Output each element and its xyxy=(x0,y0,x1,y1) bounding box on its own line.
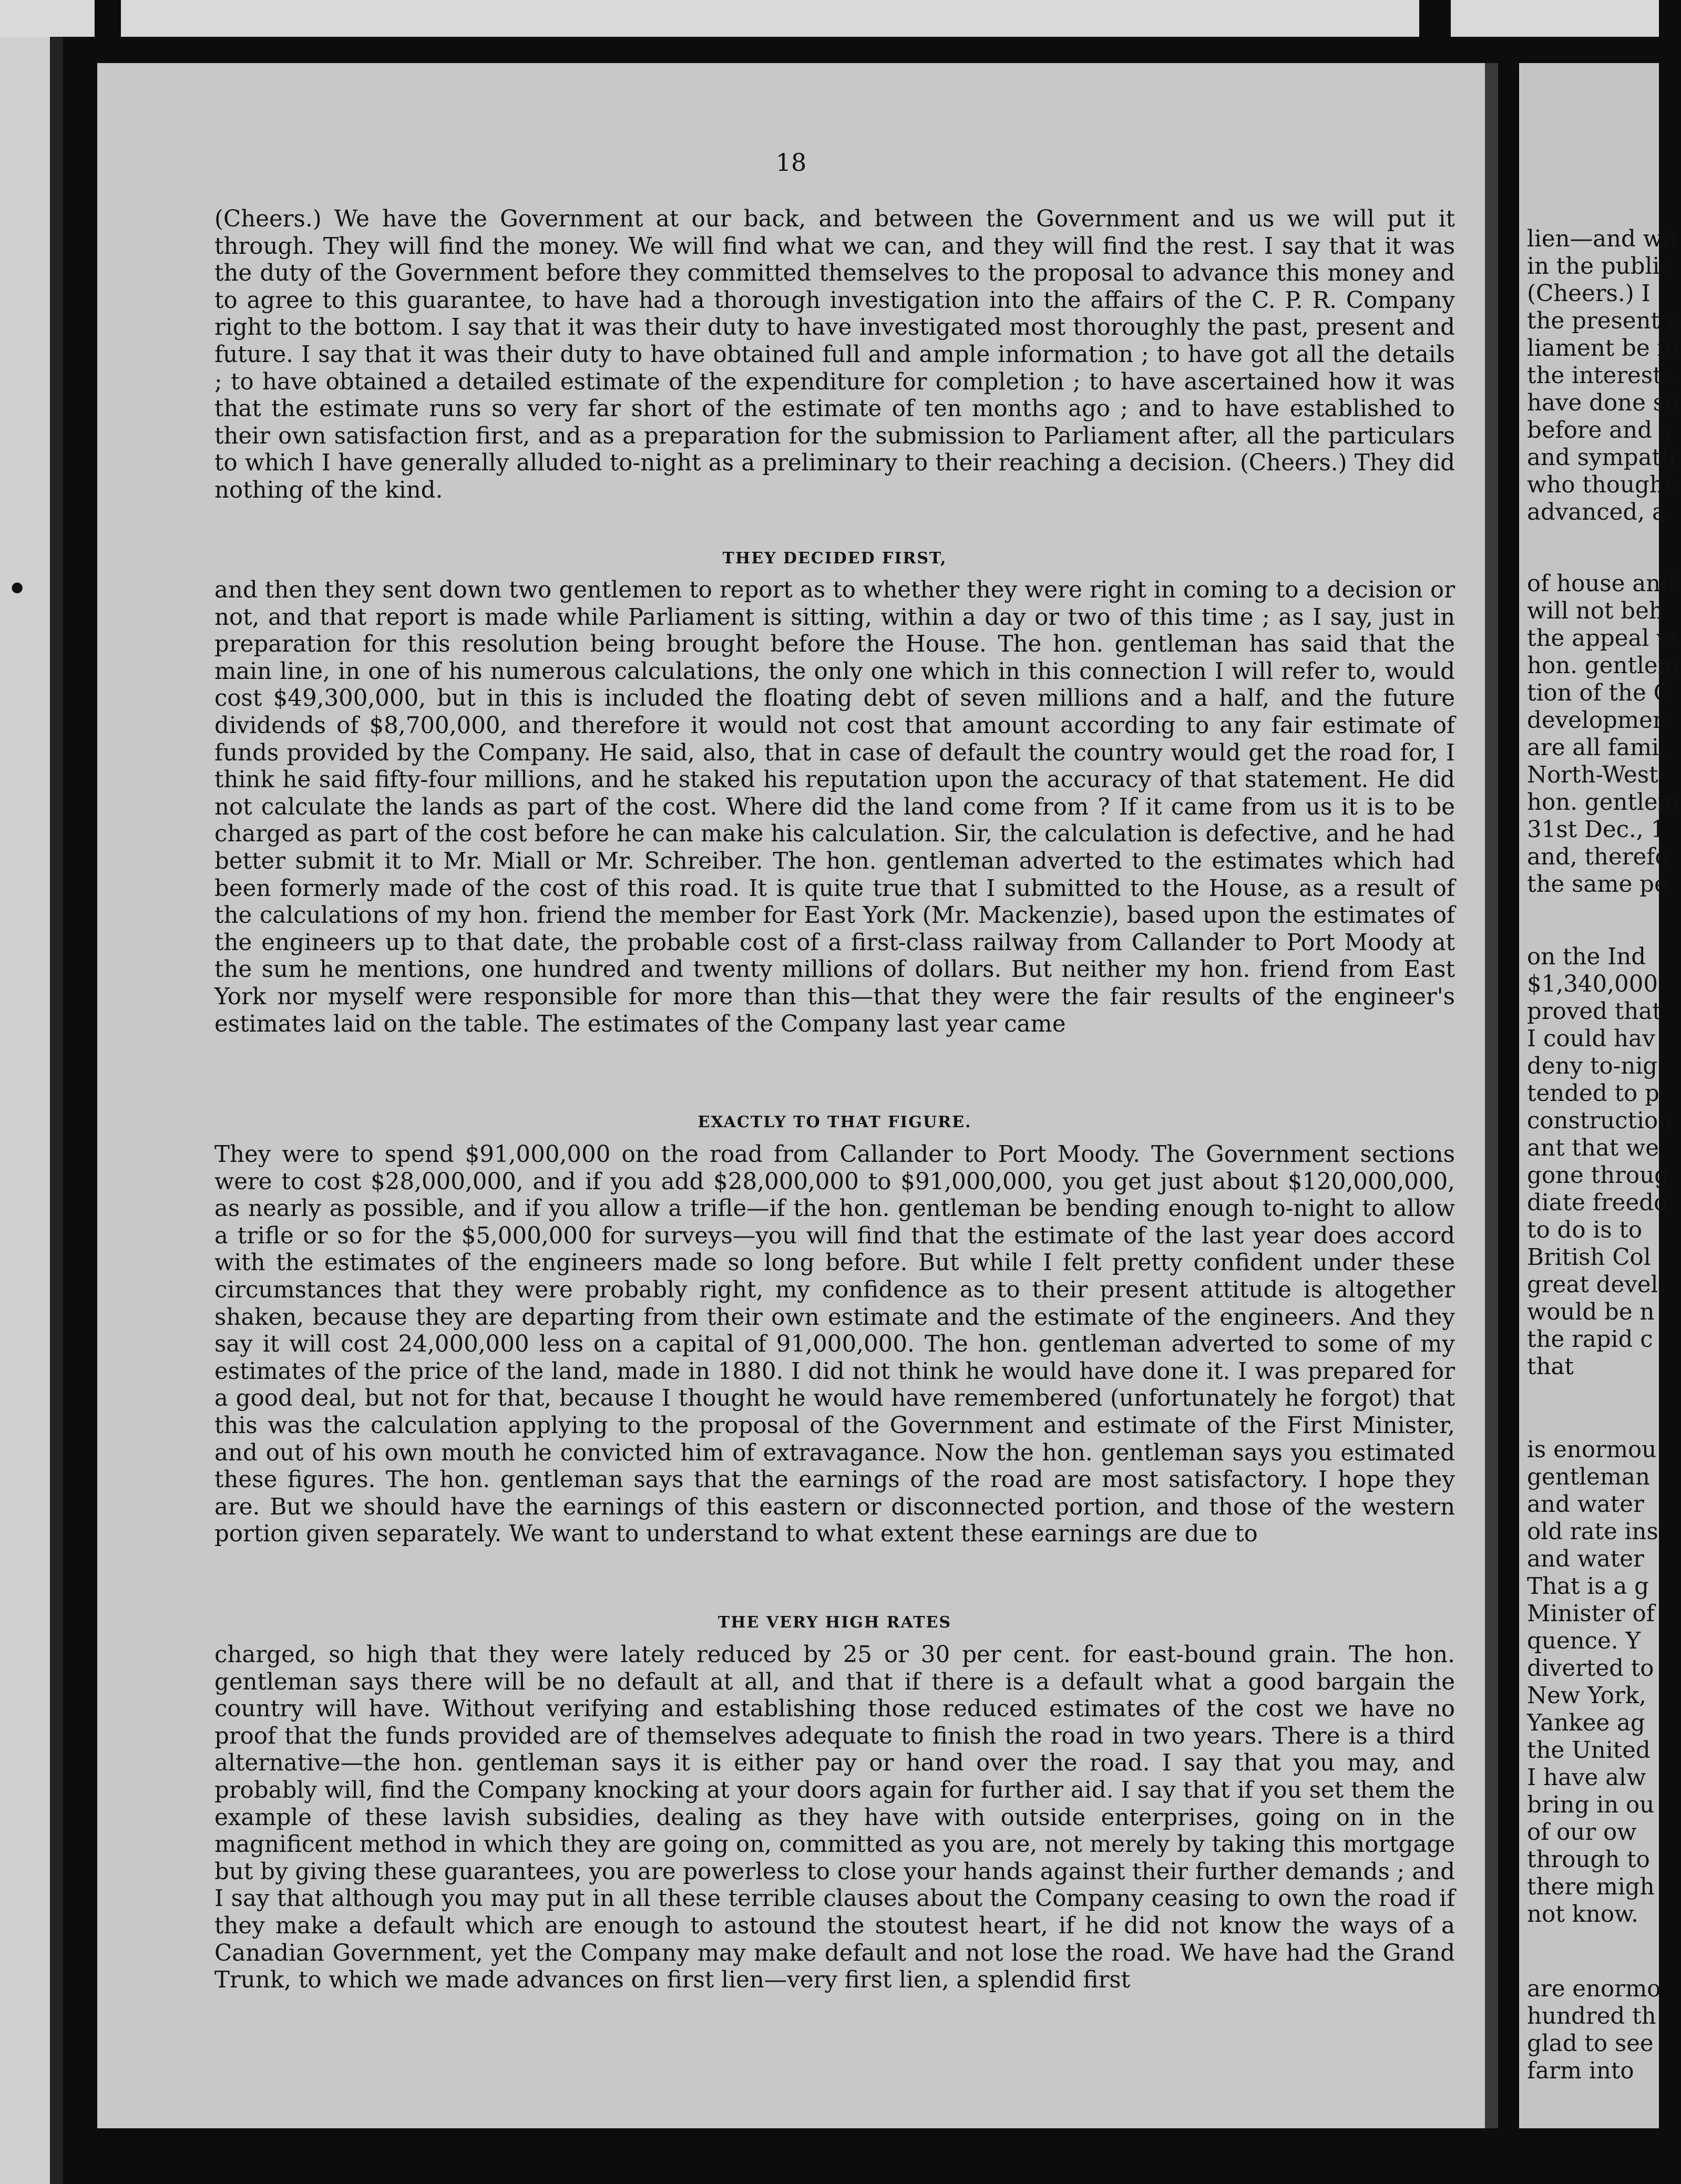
right-column-line: that xyxy=(1527,1354,1574,1380)
right-column-line: British Col xyxy=(1527,1244,1651,1271)
right-column-line: are all famil xyxy=(1527,735,1666,761)
right-column-line: is enormou xyxy=(1527,1437,1657,1463)
right-column-line: the appeal w xyxy=(1527,625,1676,652)
section-heading-exactly-to-that-figure: EXACTLY TO THAT FIGURE. xyxy=(698,1113,972,1131)
right-column-line: hon. gentlem xyxy=(1527,653,1679,679)
registration-mark-icon: • xyxy=(6,568,28,611)
page-gutter xyxy=(1498,63,1519,2128)
film-strip-top xyxy=(0,0,1659,37)
right-column-line: quence. Y xyxy=(1527,1628,1641,1654)
right-column-line: glad to see xyxy=(1527,2031,1654,2057)
right-column-line: farm into xyxy=(1527,2058,1634,2084)
right-column-line: not know. xyxy=(1527,1901,1638,1928)
right-column-line: diate freedo xyxy=(1527,1190,1668,1216)
right-column-line: of house and xyxy=(1527,571,1676,597)
right-column-line: North-West xyxy=(1527,762,1658,788)
right-column-line: the United xyxy=(1527,1737,1651,1764)
right-column-line: 31st Dec., 1 xyxy=(1527,817,1666,843)
right-column-line: (Cheers.) I xyxy=(1527,281,1651,307)
right-column-line: I could hav xyxy=(1527,1026,1655,1052)
right-column-line: hon. gentlem xyxy=(1527,789,1679,816)
right-column-line: diverted to xyxy=(1527,1655,1654,1682)
right-column-line: advanced, a xyxy=(1527,499,1666,526)
right-column-line: tion of the C xyxy=(1527,680,1671,706)
right-column-line: through to xyxy=(1527,1847,1650,1873)
paragraph-1: (Cheers.) We have the Government at our back, and between the Government and us we will put it through. They will find the money. We will find what we can, and they will find the rest. I say that it was the duty of the Government before they committed themselves to the proposal to advance this money and to agree to this guarantee, to have had a thorough investigation into the affairs of the C. P. R. Company right to the bottom. I say that it was their duty to have investigated most thoroughly the past, present and future. I say that it was their duty to have obtained full and ample information ; to have got all the details ; to have obtained a detailed estimate of the expenditure for completion ; to have ascertained how it was that the estimate runs so very far short of the estimate of ten months ago ; and to have established to their own satisfaction first, and as a preparation for the submission to Parliament after, all the particulars to which I have generally alluded to-night as a preliminary to their reaching a decision. (Cheers.) They did nothing of the kind. xyxy=(214,206,1455,503)
right-column-line: are enormo xyxy=(1527,1976,1661,2002)
right-column-line: Minister of xyxy=(1527,1601,1655,1627)
right-column-line: great devel xyxy=(1527,1272,1658,1298)
right-column-line: That is a g xyxy=(1527,1573,1649,1600)
right-column-line: gone throug xyxy=(1527,1162,1669,1189)
right-column-line: and water xyxy=(1527,1546,1644,1572)
right-column-line: of our ow xyxy=(1527,1819,1637,1846)
right-column-line: in the public xyxy=(1527,253,1673,280)
right-column-line: gentleman xyxy=(1527,1464,1650,1490)
right-column-line: to do is to xyxy=(1527,1217,1643,1243)
paragraph-3: They were to spend $91,000,000 on the road from Callander to Port Moody. The Government sections were to cost $28,000,000, and if you add $28,000,000 to $91,000,000, you get just about $120,000,000, as nearly as possible, and if you allow a trifle—if the hon. gentleman be bending enough to-night to allow a trifle or so for the $5,000,000 for surveys—you will find that the estimate of the last year does accord with the estimates of the engineers made so long before. But while I felt pretty confident under these circumstances that they were probably right, my confidence as to their present attitude is altogether shaken, because they are departing from their own estimate and the estimate of the engineers. And they say it will cost 24,000,000 less on a capital of 91,000,000. The hon. gentleman adverted to some of my estimates of the price of the land, made in 1880. I did not think he would have done it. I was prepared for a good deal, but not for that, because I thought he would have remembered (unfortunately he forgot) that this was the calculation applying to the proposal of the Government and estimate of the First Minister, and out of his own mouth he convicted him of extravagance. Now the hon. gentleman says you estimated these figures. The hon. gentleman says that the earnings of the road are most satisfactory. I hope they are. But we should have the earnings of this eastern or disconnected portion, and those of the western portion given separately. We want to understand to what extent these earnings are due to xyxy=(214,1141,1455,1548)
right-column-line: tended to p xyxy=(1527,1080,1659,1107)
right-column-line: and sympath xyxy=(1527,445,1676,471)
paragraph-2: and then they sent down two gentlemen to report as to whether they were right in coming to a decision or not, and that report is made while Parliament is sitting, within a day or two of this time ; as I say, just in preparation for this resolution being brought before the House. The hon. gentleman has said that the main line, in one of his numerous calculations, the only one which in this connection I will refer to, would cost $49,300,000, but in this is included the floating debt of seven millions and a half, and the future dividends of $8,700,000, and therefore it would not cost that amount according to any fair estimate of funds provided by the Company. He said, also, that in case of default the country would get the road for, I think he said fifty-four millions, and he staked his reputation upon the accuracy of that statement. He did not calculate the lands as part of the cost. Where did the land come from ? If it came from us it is to be charged as part of the cost before he can make his calculation. Sir, the calculation is defective, and he had better submit it to Mr. Miall or Mr. Schreiber. The hon. gentleman adverted to the estimates which had been formerly made of the cost of this road. It is quite true that I submitted to the House, as a result of the calculations of my hon. friend the member for East York (Mr. Mackenzie), based upon the estimates of the engineers up to that date, the probable cost of a first-class railway from Callander to Port Moody at the sum he mentions, one hundred and twenty millions of dollars. But neither my hon. friend from East York nor myself were responsible for more than this—that they were the fair results of the engineer's estimates laid on the table. The estimates of the Company last year came xyxy=(214,577,1455,1037)
right-column-line: liament be in xyxy=(1527,335,1679,362)
right-column-line: construction xyxy=(1527,1108,1673,1134)
film-edge-bar xyxy=(50,37,63,2184)
right-column-line: the interests xyxy=(1527,363,1674,389)
right-column-line: the same pe xyxy=(1527,871,1668,898)
right-column-line: the rapid c xyxy=(1527,1326,1653,1353)
right-column-line: proved that xyxy=(1527,998,1662,1025)
paragraph-4: charged, so high that they were lately reduced by 25 or 30 per cent. for east-bound grain. The hon. gentleman says there will be no default at all, and that if there is a default what a good bargain the country will have. Without verifying and establishing those reduced estimates of the cost we have no proof that the funds provided are of themselves adequate to finish the road in two years. There is a third alternative—the hon. gentleman says it is either pay or hand over the road. I say that you may, and probably will, find the Company knocking at your doors again for further aid. I say that if you set them the example of these lavish subsidies, dealing as they have with outside enterprises, going on in the magnificent method in which they are going on, committed as you are, not merely by taking this mortgage but by giving these guarantees, you are powerless to close your hands against their further demands ; and I say that although you may put in all these terrible clauses about the Company ceasing to own the road if they make a default which are enough to astound the stoutest heart, if he did not know the ways of a Canadian Government, yet the Company may make default and not lose the road. We have had the Grand Trunk, to which we made advances on first lien—very first lien, a splendid first xyxy=(214,1642,1455,1994)
right-column-line: ant that we xyxy=(1527,1135,1659,1161)
section-heading-they-decided-first: THEY DECIDED FIRST, xyxy=(722,549,947,568)
right-column-line: who thought xyxy=(1527,472,1674,498)
right-column-line: $1,340,000 xyxy=(1527,971,1658,997)
right-column-line: and, therefo xyxy=(1527,844,1669,870)
film-strip-left xyxy=(0,37,63,2184)
right-column-line: on the Ind xyxy=(1527,944,1646,970)
right-column-line: the present a xyxy=(1527,308,1681,334)
right-column-line: Yankee ag xyxy=(1527,1710,1645,1736)
right-column-line: before and s xyxy=(1527,417,1672,444)
right-column-line: have done so xyxy=(1527,390,1679,416)
right-column-line: would be n xyxy=(1527,1299,1655,1325)
right-column-line: New York, xyxy=(1527,1683,1646,1709)
right-column-line: and water xyxy=(1527,1491,1644,1518)
right-column-line: I have alw xyxy=(1527,1765,1646,1791)
right-column-line: old rate ins xyxy=(1527,1519,1658,1545)
page-number: 18 xyxy=(775,148,807,177)
section-heading-the-very-high-rates: THE VERY HIGH RATES xyxy=(718,1613,952,1632)
page-spine xyxy=(1485,63,1498,2128)
right-column-line: developmen xyxy=(1527,707,1667,734)
right-column-line: hundred th xyxy=(1527,2003,1656,2030)
right-column-line: deny to-nig xyxy=(1527,1053,1658,1079)
right-column-line: will not beh xyxy=(1527,598,1664,624)
right-column-line: lien—and wh xyxy=(1527,226,1677,252)
right-column-line: there migh xyxy=(1527,1874,1655,1900)
right-column-line: bring in ou xyxy=(1527,1792,1655,1818)
